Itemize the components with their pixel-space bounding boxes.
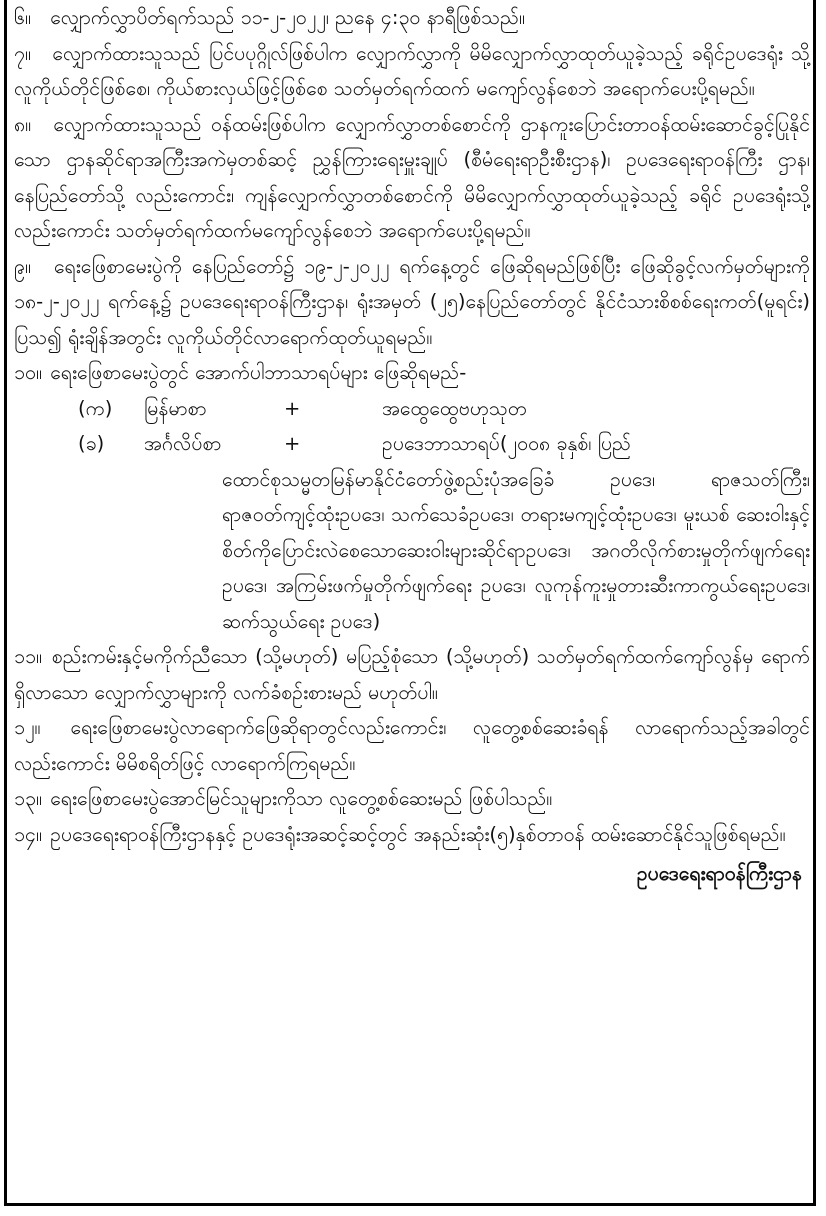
paragraph-text: ရေးဖြေစာမေးပွဲလာရောက်ဖြေဆိုရာတွင်လည်းကောင်း၊ လူတွေ့စစ်ဆေးခံရန် လာရောက်သည့်အခါတွင် လည်းကောင်း မိမိစရိတ်ဖြင့် လာရောက်ကြရမည်။	[14, 716, 810, 775]
paragraph-number: ၁၁။	[14, 645, 42, 668]
paragraph-number: ၇။	[14, 41, 31, 65]
paragraph-number: ၁၀။	[14, 361, 42, 384]
paragraph-6	[14, 0, 810, 36]
plus-sign: +	[284, 396, 301, 420]
paragraph-number: ၆။	[14, 6, 31, 29]
paragraph-number: ၉။	[14, 254, 31, 278]
paragraph-14	[14, 817, 810, 853]
subject-left: အင်္ဂလိပ်စာ	[144, 432, 222, 455]
paragraph-13	[14, 781, 810, 817]
paragraph-text: ရေးဖြေစာမေးပွဲအောင်မြင်သူများကိုသာ လူတွေ့စစ်ဆေးမည် ဖြစ်ပါသည်။	[50, 787, 553, 810]
subject-item-ka	[14, 391, 810, 427]
paragraph-10	[14, 355, 810, 639]
subject-left: မြန်မာစာ	[144, 396, 207, 420]
paragraph-number: ၈။	[14, 112, 32, 136]
item-marker: (က)	[78, 396, 113, 420]
paragraph-number: ၁၃။	[14, 787, 42, 810]
notice-body	[14, 0, 810, 892]
paragraph-text: လျှောက်ထားသူသည် ပြင်ပပုဂ္ဂိုလ်ဖြစ်ပါက လျှောက်လွှာကို မိမိလျှောက်လွှာထုတ်ယူခဲ့သည့် ခရိုင်ဥပဒေရုံး သို့ လူကိုယ်တိုင်ဖြစ်စေ၊ ကိုယ်စားလှယ်ဖြင့်ဖြစ်စေ သတ်မှတ်ရက်ထက် မကျော်လွန်စေဘဲ အရောက်ပေးပို့ရမည်။	[14, 41, 810, 100]
paragraph-12	[14, 710, 810, 781]
paragraph-8	[14, 107, 810, 249]
paragraph-11	[14, 639, 810, 710]
paragraph-7	[14, 36, 810, 107]
issuer-signature: ဥပဒေရေးရာဝန်ကြီးဌာန	[636, 862, 802, 885]
plus-sign: +	[284, 432, 301, 455]
subject-right: ဥပဒေဘာသာရပ်(၂၀၀၈ ခုနှစ်၊ ပြည်	[382, 432, 631, 455]
paragraph-text: လျှောက်ထားသူသည် ဝန်ထမ်းဖြစ်ပါက လျှောက်လွှာတစ်စောင်ကို ဌာနကူးပြောင်းတာဝန်ထမ်းဆောင်ခွင့်ပြုနိုင်သော ဌာနဆိုင်ရာအကြီးအကဲမှတစ်ဆင့် ညွှန်ကြားရေးမှူးချုပ် (စီမံရေးရာဦးစီးဌာန)၊ ဥပဒေရေးရာဝန်ကြီး ဌာန၊ နေပြည်တော်သို့ လည်းကောင်း၊ ကျန်လျှောက်လွှာတစ်စောင်ကို မိမိလျှောက်လွှာထုတ်ယူခဲ့သည့် ခရိုင် ဥပဒေရုံးသို့လည်းကောင်း သတ်မှတ်ရက်ထက်မကျော်လွန်စေဘဲ အရောက်ပေးပို့ရမည်။	[14, 112, 811, 242]
paragraph-9	[14, 249, 810, 356]
item-marker: (ခ)	[78, 432, 105, 455]
subject-laws-list: ထောင်စုသမ္မတမြန်မာနိုင်ငံတော်ဖွဲ့စည်းပုံအခြေခံ ဥပဒေ၊ ရာဇသတ်ကြီး၊ ရာဇဝတ်ကျင့်ထုံးဥပဒေ၊ သက်သေခံဥပဒေ၊ တရားမကျင့်ထုံးဥပဒေ၊ မူးယစ် ဆေးဝါးနှင့်စိတ်ကိုပြောင်းလဲစေသောဆေးဝါးများဆိုင်ရာဥပဒေ၊ အဂတိလိုက်စားမှုတိုက်ဖျက်ရေး ဥပဒေ၊ အကြမ်းဖက်မှုတိုက်ဖျက်ရေး ဥပဒေ၊ လူကုန်ကူးမှုတားဆီးကာကွယ်ရေးဥပဒေ၊ ဆက်သွယ်ရေး ဥပဒေ)	[222, 467, 810, 633]
paragraph-number: ၁၄။	[14, 822, 42, 846]
paragraph-text: ဥပဒေရေးရာဝန်ကြီးဌာနနှင့် ဥပဒေရုံးအဆင့်ဆင့်တွင် အနည်းဆုံး(၅)နှစ်တာဝန် ထမ်းဆောင်နိုင်သူဖြစ်ရမည်။	[50, 822, 786, 846]
paragraph-text: ရေးဖြေစာမေးပွဲတွင် အောက်ပါဘာသာရပ်များ ဖြေဆိုရမည်-	[50, 361, 467, 384]
paragraph-text: စည်းကမ်းနှင့်မကိုက်ညီသော (သို့မဟုတ်) မပြည့်စုံသော (သို့မဟုတ်) သတ်မှတ်ရက်ထက်ကျော်လွန်မှ ရောက်ရှိလာသော လျှောက်လွှာများကို လက်ခံစဉ်းစားမည် မဟုတ်ပါ။	[14, 645, 810, 704]
paragraph-number: ၁၂။	[14, 716, 41, 739]
subject-right: အထွေထွေဗဟုသုတ	[382, 396, 527, 420]
subject-item-kha	[14, 426, 810, 639]
paragraph-text: ရေးဖြေစာမေးပွဲကို နေပြည်တော်၌ ၁၉-၂-၂၀၂၂ ရက်နေ့တွင် ဖြေဆိုရမည်ဖြစ်ပြီး ဖြေဆိုခွင့်လက်မှတ်များကို ၁၈-၂-၂၀၂၂ ရက်နေ့၌ ဥပဒေရေးရာဝန်ကြီးဌာန၊ ရုံးအမှတ် (၂၅)နေပြည်တော်တွင် နိုင်ငံသားစိစစ်ရေးကတ်(မူရင်း) ပြသ၍ ရုံးချိန်အတွင်း လူကိုယ်တိုင်လာရောက်ထုတ်ယူရမည်။	[14, 254, 810, 349]
paragraph-text: လျှောက်လွှာပိတ်ရက်သည် ၁၁-၂-၂၀၂၂၊ ညနေ ၄:၃၀ နာရီဖြစ်သည်။	[50, 6, 525, 29]
